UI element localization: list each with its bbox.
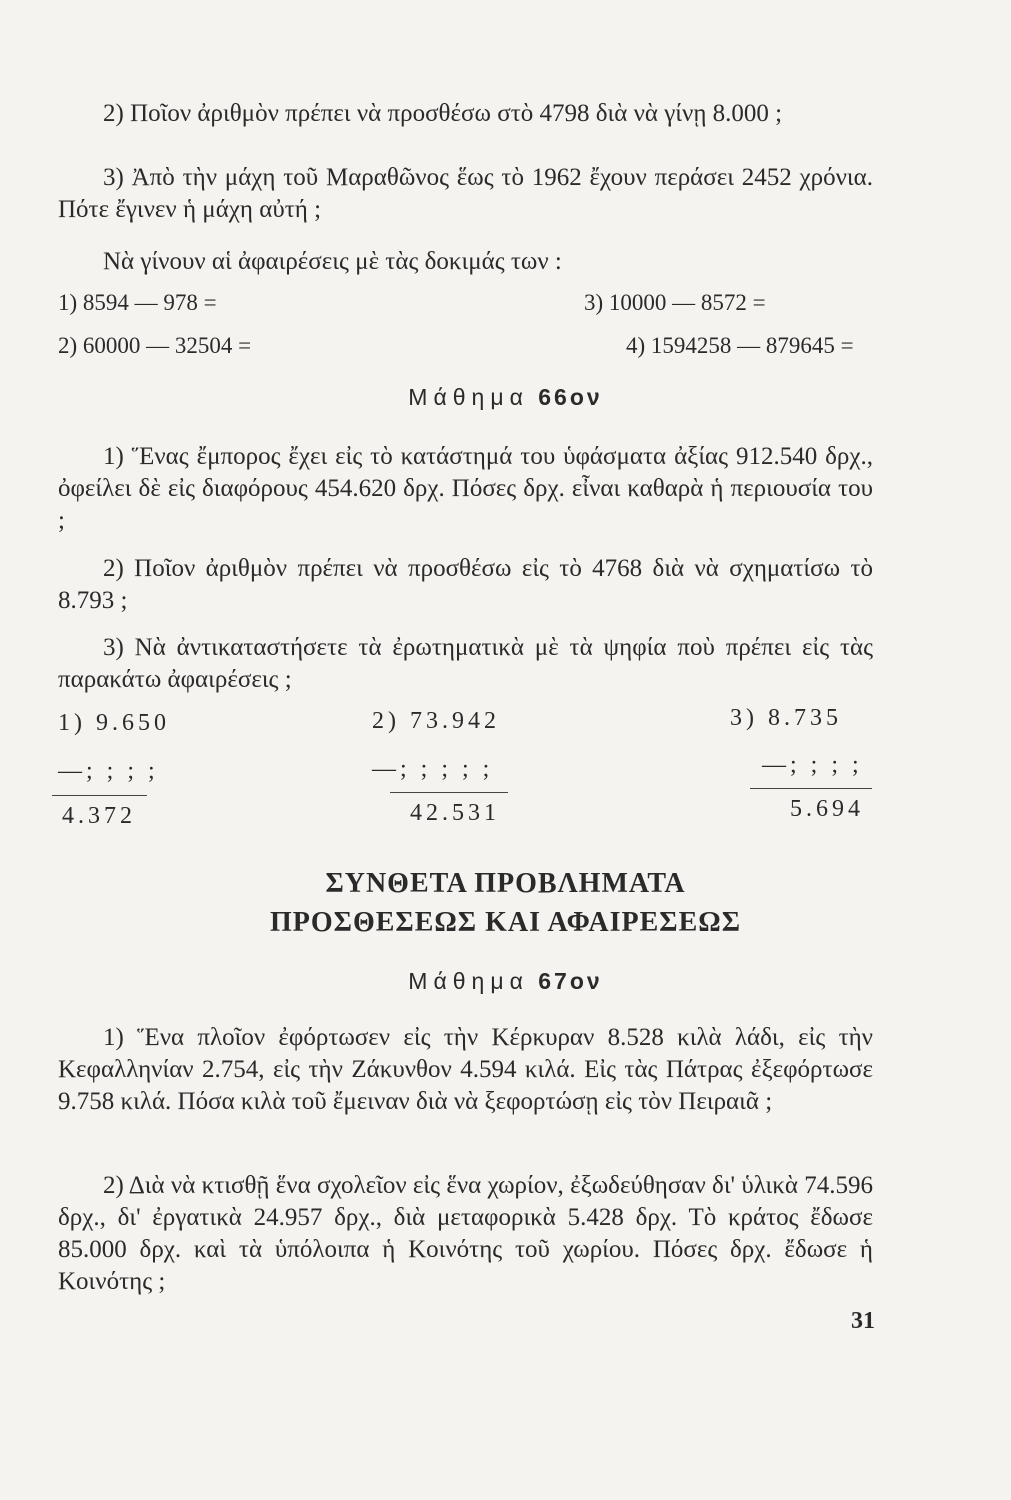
lesson-66-problem-2: 2) Ποῖον ἀριθμὸν πρέπει νὰ προσθέσω εἰς τὸ 4768 διὰ νὰ σχηματίσω τὸ 8.793 ; [58, 555, 873, 614]
subtraction-instruction: Νὰ γίνουν αἱ ἀφαιρέσεις μὲ τὰς δοκιμάς των : [103, 248, 562, 275]
subtraction-3-digits: —; ; ; ; [762, 752, 863, 778]
lesson-67-word: Μάθημα [408, 968, 529, 994]
subtraction-1-rule [52, 795, 147, 796]
lesson-66-title [0, 384, 1011, 411]
lesson-67-problem-2: 2) Διὰ νὰ κτισθῇ ἕνα σχολεῖον εἰς ἕνα χωρίον, ἐξωδεύθησαν δι' ὑλικὰ 74.596 δρχ., δι' ἐργατικὰ 24.957 δρχ., διὰ μεταφορικὰ 5.428 δρχ. Τὸ κράτος ἔδωσε 85.000 δρχ. καὶ τὰ ὑπόλοιπα ἡ Κοινότης τοῦ χωρίου. Πόσες δρχ. ἔδωσε ἡ Κοινότης ; [58, 1172, 873, 1295]
exercise-2: 2) 60000 — 32504 = [58, 333, 252, 358]
problem-3: 3) Ἀπὸ τὴν μάχη τοῦ Μαραθῶνος ἕως τὸ 1962 ἔχουν περάσει 2452 χρόνια. Πότε ἔγινεν ἡ μάχη αὐτή ; [58, 164, 873, 223]
lesson-66-problem-3: 3) Νὰ ἀντικαταστήσετε τὰ ἐρωτηματικὰ μὲ τὰ ψηφία ποὺ πρέπει εἰς τὰς παρακάτω ἀφαιρέσεις ; [58, 634, 873, 693]
subtraction-1-top: 1) 9.650 [58, 710, 170, 736]
subtraction-2-top: 2) 73.942 [372, 708, 500, 734]
page-number: 31 [851, 1308, 875, 1334]
subtraction-3-result: 5.694 [790, 796, 864, 822]
subtraction-3-rule [750, 788, 872, 789]
section-heading-line-1: ΣΥΝΘΕΤΑ ΠΡΟΒΛΗΜΑΤΑ [325, 868, 686, 899]
subtraction-2-rule [390, 792, 508, 793]
lesson-66-problem-1: 1) Ἕνας ἔμπορος ἔχει εἰς τὸ κατάστημά του ὑφάσματα ἀξίας 912.540 δρχ., ὀφείλει δὲ εἰς διαφόρους 454.620 δρχ. Πόσες δρχ. εἶναι καθαρὰ ἡ περιουσία του ; [58, 443, 873, 534]
exercise-row-1 [58, 290, 873, 322]
lesson-67-title [0, 968, 1011, 995]
exercise-4: 4) 1594258 — 879645 = [626, 333, 854, 358]
exercise-1: 1) 8594 — 978 = [58, 290, 217, 315]
exercise-row-2 [58, 333, 873, 365]
subtraction-1-digits: —; ; ; ; [58, 758, 159, 784]
subtraction-2-digits: —; ; ; ; ; [372, 756, 494, 782]
section-heading-line-2: ΠΡΟΣΘΕΣΕΩΣ ΚΑΙ ΑΦΑΙΡΕΣΕΩΣ [269, 907, 742, 938]
subtraction-1-result: 4.372 [62, 803, 136, 829]
lesson-66-word: Μάθημα [408, 384, 529, 410]
lesson-67-number: 67ον [538, 968, 603, 994]
problem-2: 2) Ποῖον ἀριθμὸν πρέπει νὰ προσθέσω στὸ 4798 διὰ νὰ γίνῃ 8.000 ; [103, 100, 783, 127]
subtraction-3-top: 3) 8.735 [730, 705, 842, 731]
exercise-3: 3) 10000 — 8572 = [584, 290, 766, 315]
subtraction-2-result: 42.531 [410, 800, 500, 826]
lesson-67-problem-1: 1) Ἕνα πλοῖον ἐφόρτωσεν εἰς τὴν Κέρκυραν 8.528 κιλὰ λάδι, εἰς τὴν Κεφαλληνίαν 2.754, εἰς τὴν Ζάκυνθον 4.594 κιλά. Εἰς τὰς Πάτρας ἐξεφόρτωσε 9.758 κιλά. Πόσα κιλὰ τοῦ ἔμειναν διὰ νὰ ξεφορτώσῃ εἰς τὸν Πειραιᾶ ; [58, 1024, 873, 1115]
lesson-66-number: 66ον [538, 384, 603, 410]
